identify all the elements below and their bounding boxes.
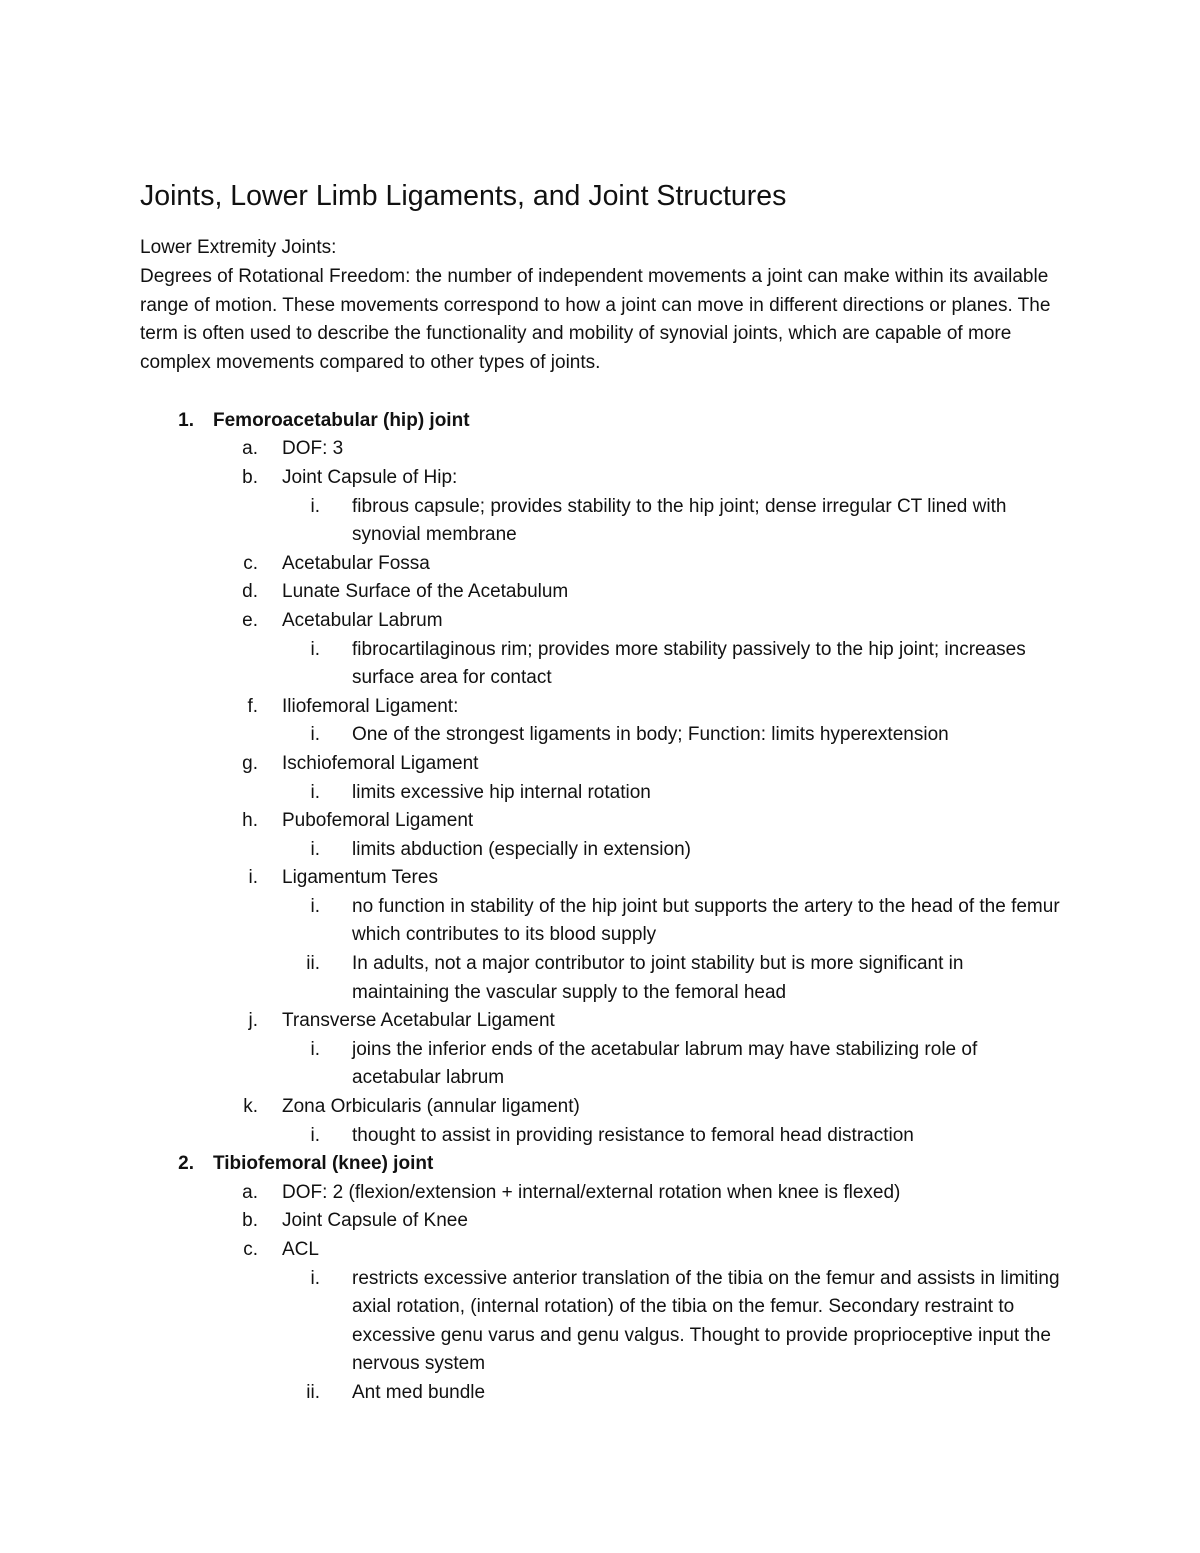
outline-marker: a. <box>242 1181 258 1203</box>
outline-item-level-3 <box>140 950 1065 1007</box>
outline-marker: c. <box>243 1239 258 1260</box>
intro-heading: Lower Extremity Joints: <box>140 237 337 258</box>
outline-marker: i. <box>310 838 320 860</box>
outline-text: fibrous capsule; provides stability to the hip joint; dense irregular CT lined with synovial membrane <box>352 495 1007 546</box>
outline-item-level-3 <box>140 721 1065 750</box>
outline-text: One of the strongest ligaments in body; Function: limits hyperextension <box>352 724 949 746</box>
outline-marker: 1. <box>178 409 194 431</box>
outline-item-level-3 <box>140 779 1065 808</box>
outline-marker: i. <box>248 867 258 889</box>
outline-text: Acetabular Fossa <box>282 552 430 574</box>
outline-text: In adults, not a major contributor to joint stability but is more significant in maintaining the vascular supply to the femoral head <box>352 953 964 1003</box>
outline-item-level-3 <box>140 493 1065 550</box>
outline-text: Ischiofemoral Ligament <box>282 752 479 774</box>
outline-marker: f. <box>247 695 258 717</box>
outline-item-level-3 <box>140 1379 1065 1408</box>
outline-text: Transverse Acetabular Ligament <box>282 1010 555 1032</box>
outline-text: DOF: 2 (flexion/extension + internal/external rotation when knee is flexed) <box>282 1181 901 1203</box>
outline-marker: i. <box>310 638 320 660</box>
outline-text: Lunate Surface of the Acetabulum <box>282 581 569 603</box>
outline-item-level-2 <box>140 750 1065 779</box>
outline-item-level-2 <box>140 550 1065 579</box>
outline-item-level-3 <box>140 1036 1065 1093</box>
outline-item-level-2 <box>140 1207 1065 1236</box>
outline-item-level-2 <box>140 1093 1065 1122</box>
outline-item-level-1 <box>140 1150 1065 1179</box>
outline-text: ACL <box>282 1239 319 1260</box>
outline-text: Ant med bundle <box>352 1381 486 1403</box>
outline-item-level-3 <box>140 893 1065 950</box>
outline-text: thought to assist in providing resistance to femoral head distraction <box>352 1124 914 1146</box>
page-title: Joints, Lower Limb Ligaments, and Joint Structures <box>140 180 787 212</box>
document-page <box>140 176 1065 1408</box>
outline-marker: e. <box>242 609 258 631</box>
outline-text: Tibiofemoral (knee) joint <box>213 1153 434 1175</box>
outline-item-level-2 <box>140 464 1065 493</box>
outline-item-level-2 <box>140 864 1065 893</box>
outline-marker: g. <box>242 752 258 774</box>
outline-item-level-2 <box>140 607 1065 636</box>
outline-marker: i. <box>310 1038 320 1060</box>
outline-marker: d. <box>242 581 258 603</box>
outline-list <box>140 407 1065 1408</box>
outline-text: limits abduction (especially in extension) <box>352 838 691 860</box>
paragraph-spacer <box>140 378 1065 407</box>
outline-item-level-3 <box>140 1265 1065 1379</box>
outline-text: Iliofemoral Ligament: <box>282 695 459 717</box>
outline-text: Acetabular Labrum <box>282 609 443 631</box>
outline-text: restricts excessive anterior translation of the tibia on the femur and assists in limiting axial rotation, (internal rotation) of the tibia on the femur. Secondary restraint to excessive genu varus and genu valgus. Thought to provide proprioceptive input the nervous system <box>352 1267 1060 1375</box>
outline-text: joins the inferior ends of the acetabular labrum may have stabilizing role of acetabular labrum <box>352 1038 978 1089</box>
outline-marker: i. <box>310 1267 320 1289</box>
outline-text: fibrocartilaginous rim; provides more stability passively to the hip joint; increases surface area for contact <box>352 638 1026 689</box>
outline-item-level-2 <box>140 435 1065 464</box>
outline-marker: j. <box>248 1010 258 1032</box>
outline-marker: i. <box>310 724 320 746</box>
outline-text: Femoroacetabular (hip) joint <box>213 409 470 431</box>
outline-item-level-2 <box>140 578 1065 607</box>
outline-marker: b. <box>242 1210 258 1232</box>
intro-paragraph: Degrees of Rotational Freedom: the number of independent movements a joint can make within its available range of motion. These movements correspond to how a joint can move in different directions or planes. The term is often used to describe the functionality and mobility of synovial joints, which are capable of more complex movements compared to other types of joints. <box>140 265 1051 374</box>
outline-marker: h. <box>242 810 258 832</box>
outline-item-level-1 <box>140 407 1065 436</box>
outline-item-level-2 <box>140 1007 1065 1036</box>
outline-text: Joint Capsule of Knee <box>282 1210 468 1232</box>
outline-text: DOF: 3 <box>282 438 344 460</box>
outline-text: Ligamentum Teres <box>282 867 438 889</box>
outline-item-level-2 <box>140 807 1065 836</box>
outline-text: Zona Orbicularis (annular ligament) <box>282 1096 580 1118</box>
outline-marker: a. <box>242 438 258 460</box>
outline-item-level-2 <box>140 1179 1065 1208</box>
outline-text: no function in stability of the hip joint but supports the artery to the head of the femur which contributes to its blood supply <box>352 895 1060 946</box>
outline-marker: c. <box>243 552 258 574</box>
outline-marker: i. <box>310 495 320 517</box>
outline-item-level-2 <box>140 693 1065 722</box>
outline-marker: i. <box>310 895 320 917</box>
outline-item-level-3 <box>140 1122 1065 1151</box>
outline-marker: ii. <box>306 1381 320 1403</box>
outline-marker: b. <box>242 466 258 488</box>
outline-text: limits excessive hip internal rotation <box>352 781 651 803</box>
outline-item-level-3 <box>140 636 1065 693</box>
outline-text: Joint Capsule of Hip: <box>282 466 458 488</box>
outline-text: Pubofemoral Ligament <box>282 810 474 832</box>
outline-item-level-3 <box>140 836 1065 865</box>
outline-item-level-2 <box>140 1236 1065 1265</box>
outline-marker: k. <box>243 1096 258 1118</box>
outline-marker: ii. <box>306 953 320 975</box>
outline-marker: i. <box>310 1124 320 1146</box>
outline-marker: i. <box>310 781 320 803</box>
outline-marker: 2. <box>178 1153 194 1175</box>
